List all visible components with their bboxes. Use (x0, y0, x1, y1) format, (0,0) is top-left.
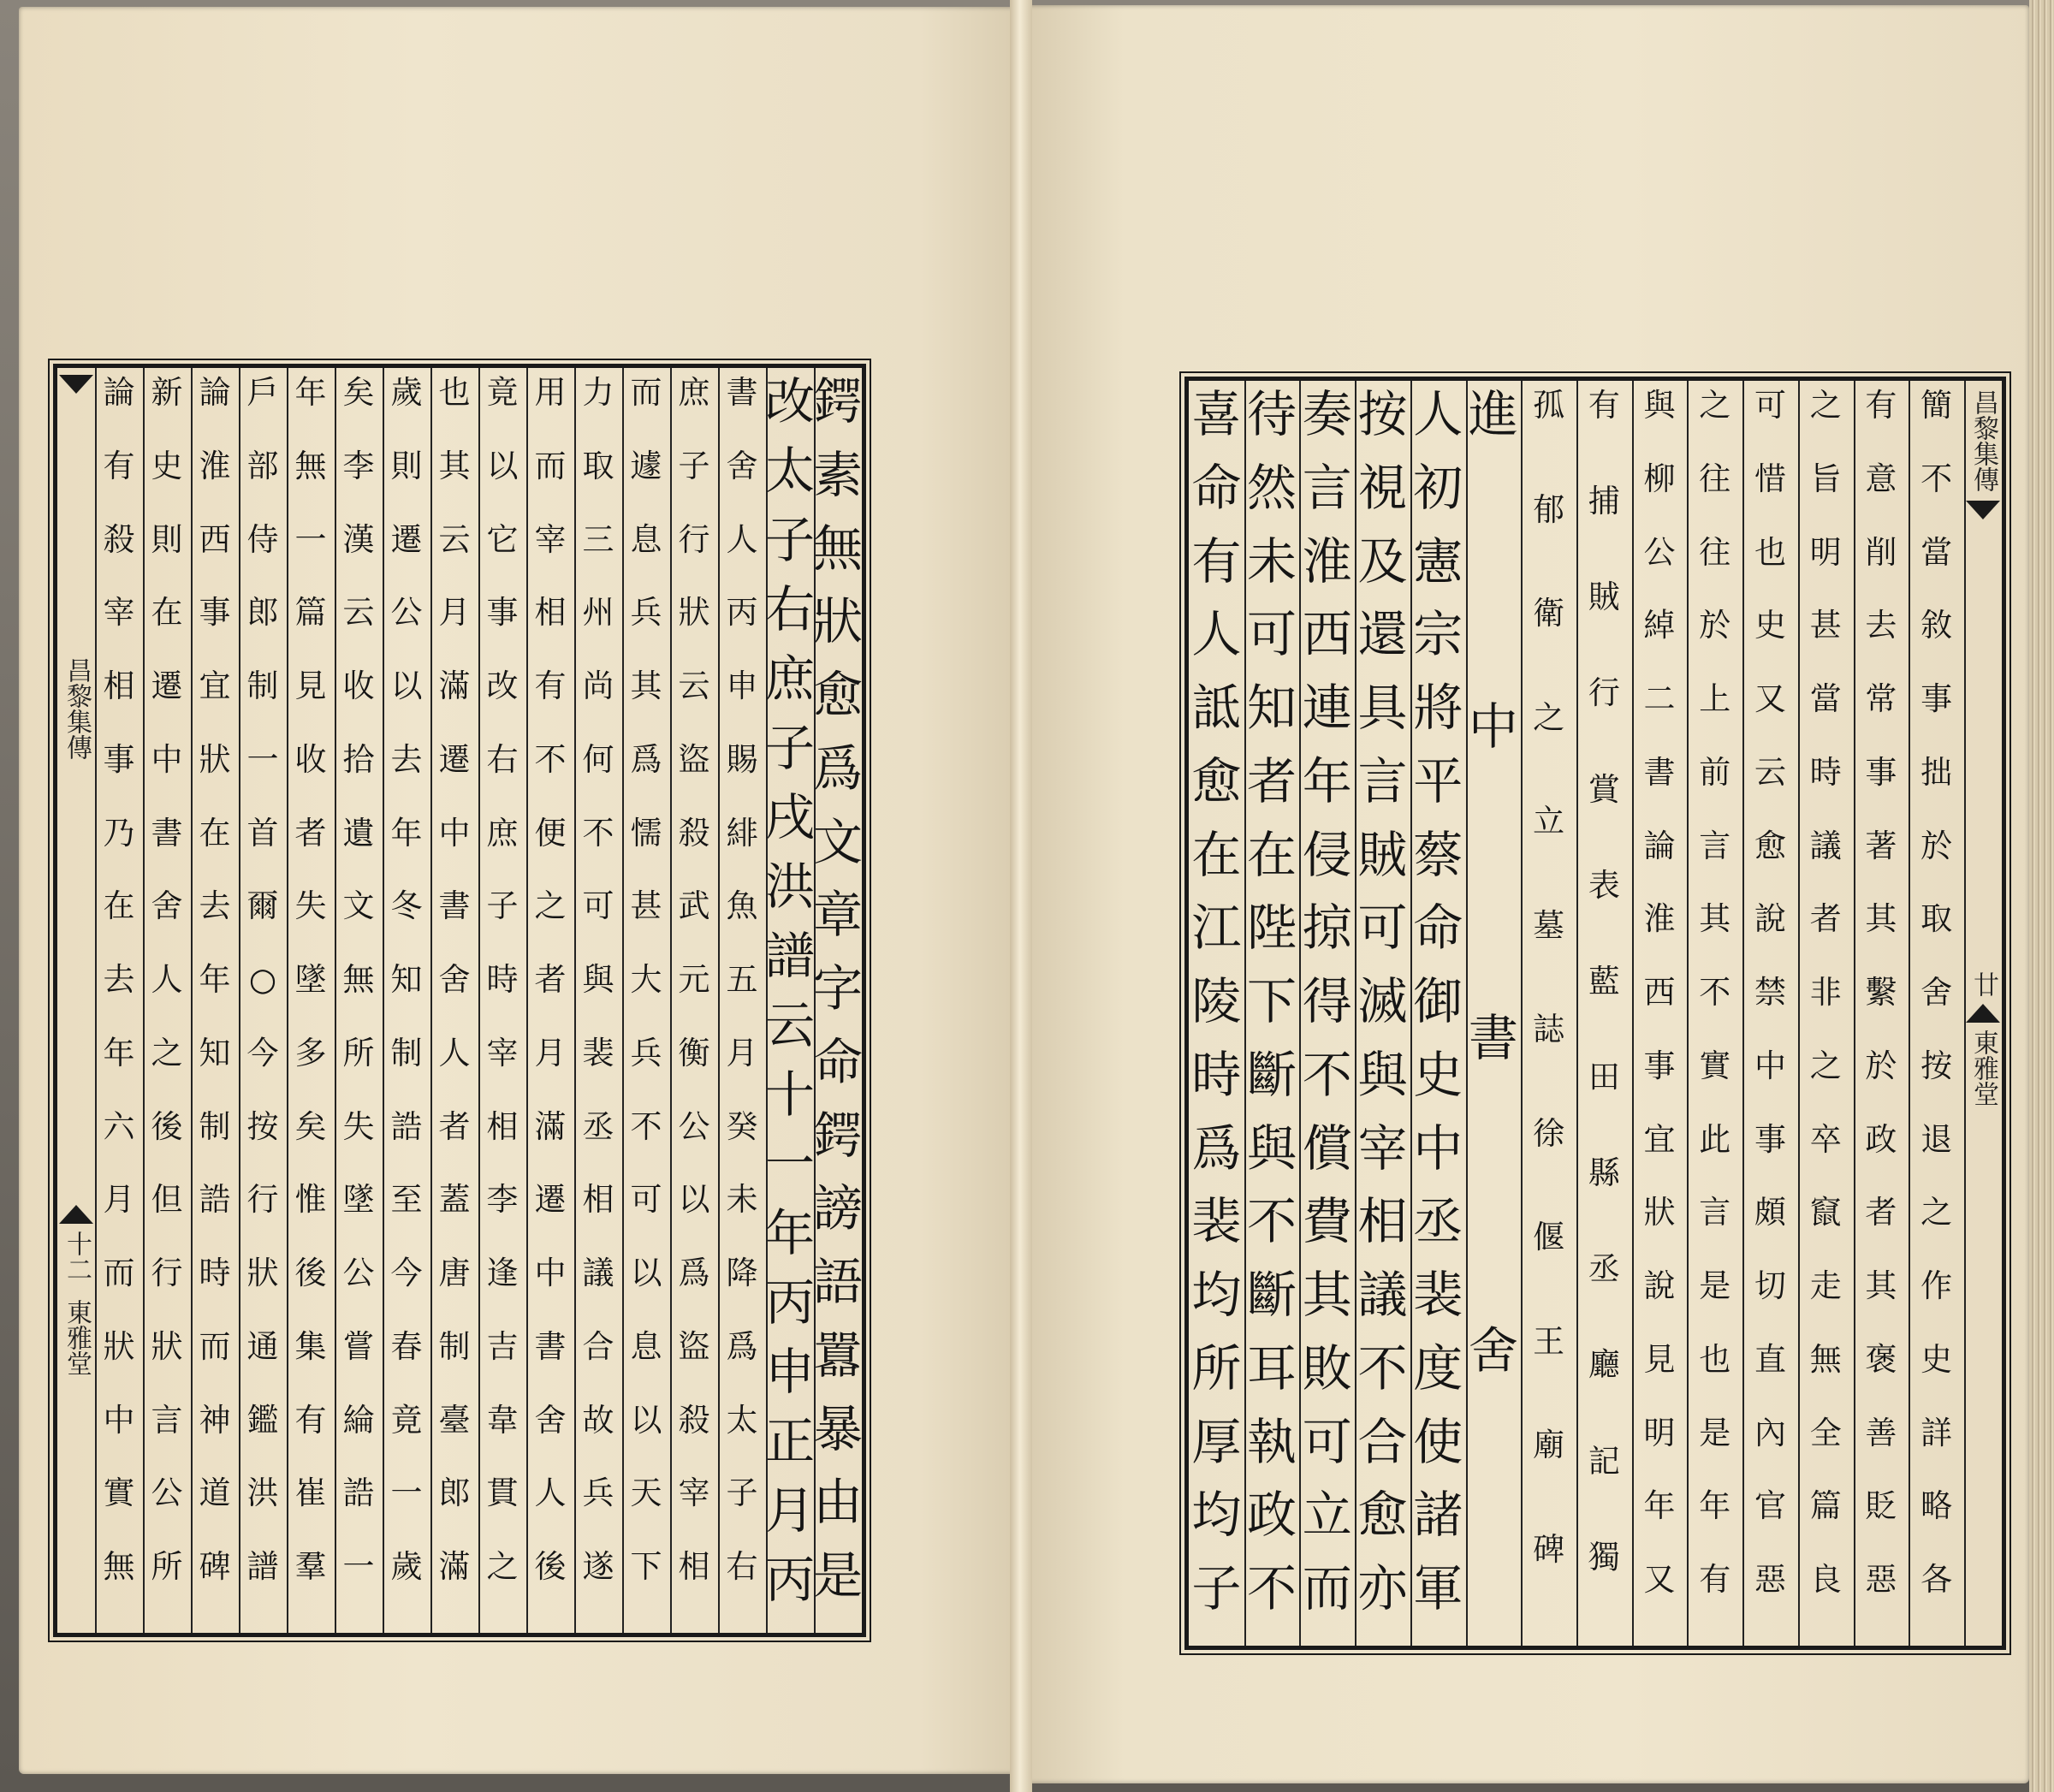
text-column: 論 淮 西 事 宜 狀 在 去 年 知 制 誥 時 而 神 道 碑 (199, 374, 231, 1585)
text-column: 新 史 則 在 遷 中 書 舍 人 之 後 但 行 狀 言 公 所 (151, 374, 183, 1585)
text-column: 按 視 及 還 具 言 賊 可 滅 與 宰 相 議 不 合 愈 亦 (1357, 385, 1408, 1617)
text-column: 戶 部 侍 郎 制 一 首 爾 ○ 今 按 行 狀 通 鑑 洪 譜 (246, 374, 279, 1585)
text-column: 孤 郁 衛 之 立 墓 誌 徐 偃 王 廟 碑 (1533, 387, 1565, 1568)
right-text-frame (1184, 377, 2006, 1650)
text-column: 之 旨 明 甚 當 時 議 者 非 之 卒 竄 走 無 全 篇 良 (1809, 387, 1842, 1598)
left-margin-column (57, 368, 95, 1633)
left-margin-title: 昌黎集傳 (62, 657, 92, 760)
left-margin-folio: 十二 (62, 1231, 92, 1282)
text-column: 也 其 云 月 滿 遷 中 書 舍 人 者 蓋 唐 制 臺 郎 滿 (438, 374, 471, 1585)
text-column: 竟 以 它 事 改 右 庶 子 時 宰 相 李 逢 吉 韋 貫 之 (486, 374, 519, 1585)
text-column: 人 初 憲 宗 將 平 蔡 命 御 史 中 丞 裴 度 使 諸 軍 (1413, 385, 1463, 1617)
fish-tail-mark-bottom (1966, 1004, 2000, 1023)
text-column: 與 柳 公 綽 二 書 論 淮 西 事 宜 狀 說 見 明 年 又 (1643, 387, 1676, 1598)
text-column: 改 太 子 右 庶 子 戌 洪 譜 云 十 一 年 丙 申 正 月 丙 (765, 372, 816, 1609)
text-column: 進 中 書 舍 (1468, 385, 1518, 1380)
right-margin-title: 昌黎集傳 (1968, 389, 1998, 492)
right-margin-folio: 廿 (1968, 971, 1998, 997)
text-column: 而 遽 息 兵 其 爲 懦 甚 大 兵 不 可 以 息 以 天 下 (630, 374, 662, 1585)
text-column: 書 舍 人 丙 申 賜 緋 魚 五 月 癸 未 降 爲 太 子 右 (726, 374, 758, 1585)
page-edges (2029, 0, 2054, 1792)
text-column: 歲 則 遷 公 以 去 年 冬 知 制 誥 至 今 春 竟 一 歲 (390, 374, 423, 1585)
text-column: 之 往 往 於 上 前 言 其 不 實 此 言 是 也 是 年 有 (1699, 387, 1731, 1598)
fish-tail-mark-top (1966, 501, 2000, 519)
text-column: 庶 子 行 狀 云 盜 殺 武 元 衡 公 以 爲 盜 殺 宰 相 (678, 374, 710, 1585)
right-margin-column (1964, 381, 2002, 1646)
book-gutter (1010, 0, 1032, 1792)
text-column: 有 捕 賊 行 賞 表 藍 田 縣 丞 廳 記 獨 (1588, 387, 1620, 1575)
fish-tail-mark-bottom (59, 1205, 93, 1224)
text-column: 用 而 宰 相 有 不 便 之 者 月 滿 遷 中 書 舍 人 後 (534, 374, 567, 1585)
text-column: 喜 命 有 人 詆 愈 在 江 陵 時 爲 裴 均 所 厚 均 子 (1191, 385, 1242, 1617)
text-column: 奏 言 淮 西 連 年 侵 掠 得 不 償 費 其 敗 可 立 而 (1302, 385, 1352, 1617)
text-column: 力 取 三 州 尚 何 不 可 與 裴 丞 相 議 合 故 兵 遂 (582, 374, 614, 1585)
left-text-frame (53, 364, 866, 1637)
text-column: 鍔 素 無 狀 愈 爲 文 章 字 命 鍔 謗 語 囂 暴 由 是 (813, 372, 864, 1605)
right-margin-hall: 東雅堂 (1968, 1030, 1998, 1107)
text-column: 有 意 削 去 常 事 著 其 繫 於 政 者 其 褒 善 貶 惡 (1865, 387, 1897, 1598)
text-column: 待 然 未 可 知 者 在 陛 下 斷 與 不 斷 耳 執 政 不 (1247, 385, 1297, 1617)
text-column: 年 無 一 篇 見 收 者 失 墜 多 矣 惟 後 集 有 崔 羣 (294, 374, 327, 1585)
text-column: 可 惜 也 史 又 云 愈 說 禁 中 事 頗 切 直 內 官 惡 (1754, 387, 1786, 1598)
margin-rule (1964, 381, 1966, 1646)
text-column: 矣 李 漢 云 收 拾 遺 文 無 所 失 墜 公 嘗 綸 誥 一 (342, 374, 375, 1585)
text-column: 論 有 殺 宰 相 事 乃 在 去 年 六 月 而 狀 中 實 無 (103, 374, 135, 1585)
text-column: 簡 不 當 敘 事 拙 於 取 舍 按 退 之 作 史 詳 略 各 (1920, 387, 1953, 1598)
fish-tail-mark-top (59, 375, 93, 394)
left-margin-hall: 東雅堂 (62, 1299, 92, 1376)
